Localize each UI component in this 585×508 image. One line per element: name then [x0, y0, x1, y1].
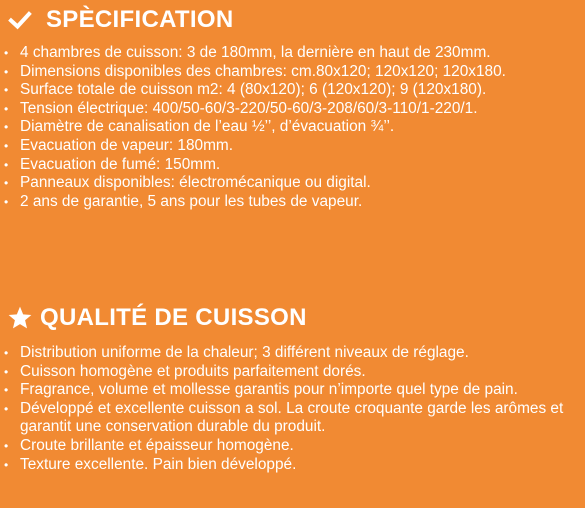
checkmark-icon: [6, 6, 34, 34]
specification-title: SPÈCIFICATION: [46, 6, 234, 33]
list-item: • Développé et excellente cuisson a sol. La croute croquante garde les arômes et garantit une conservation durable du produit.: [0, 400, 585, 437]
list-item: • Cuisson homogène et produits parfaitement dorés.: [0, 363, 585, 382]
specification-list: [0, 44, 585, 211]
list-item: • Fragrance, volume et mollesse garantis pour n’importe quel type de pain.: [0, 381, 585, 400]
list-item: • Panneaux disponibles: électromécanique ou digital.: [0, 174, 585, 193]
quality-section: [0, 301, 585, 474]
specification-section: [0, 3, 585, 211]
list-item: • Evacuation de fumé: 150mm.: [0, 156, 585, 175]
quality-title: QUALITÉ DE CUISSON: [40, 304, 307, 331]
star-icon: [6, 304, 34, 332]
list-item: • Tension électrique: 400/50-60/3-220/50-60/3-208/60/3-110/1-220/1.: [0, 100, 585, 119]
list-item: • Diamètre de canalisation de l’eau ½’’, d’évacuation ¾’’.: [0, 118, 585, 137]
quality-list: [0, 344, 585, 474]
list-item: • Dimensions disponibles des chambres: cm.80x120; 120x120; 120x180.: [0, 63, 585, 82]
specification-heading: [0, 3, 585, 37]
quality-heading: [0, 301, 585, 335]
list-item: • Croute brillante et épaisseur homogène.: [0, 437, 585, 456]
list-item: • 2 ans de garantie, 5 ans pour les tubes de vapeur.: [0, 193, 585, 212]
list-item: • 4 chambres de cuisson: 3 de 180mm, la dernière en haut de 230mm.: [0, 44, 585, 63]
list-item: • Distribution uniforme de la chaleur; 3 différent niveaux de réglage.: [0, 344, 585, 363]
list-item: • Texture excellente. Pain bien développé.: [0, 456, 585, 475]
list-item: • Surface totale de cuisson m2: 4 (80x120); 6 (120x120); 9 (120x180).: [0, 81, 585, 100]
list-item: • Evacuation de vapeur: 180mm.: [0, 137, 585, 156]
